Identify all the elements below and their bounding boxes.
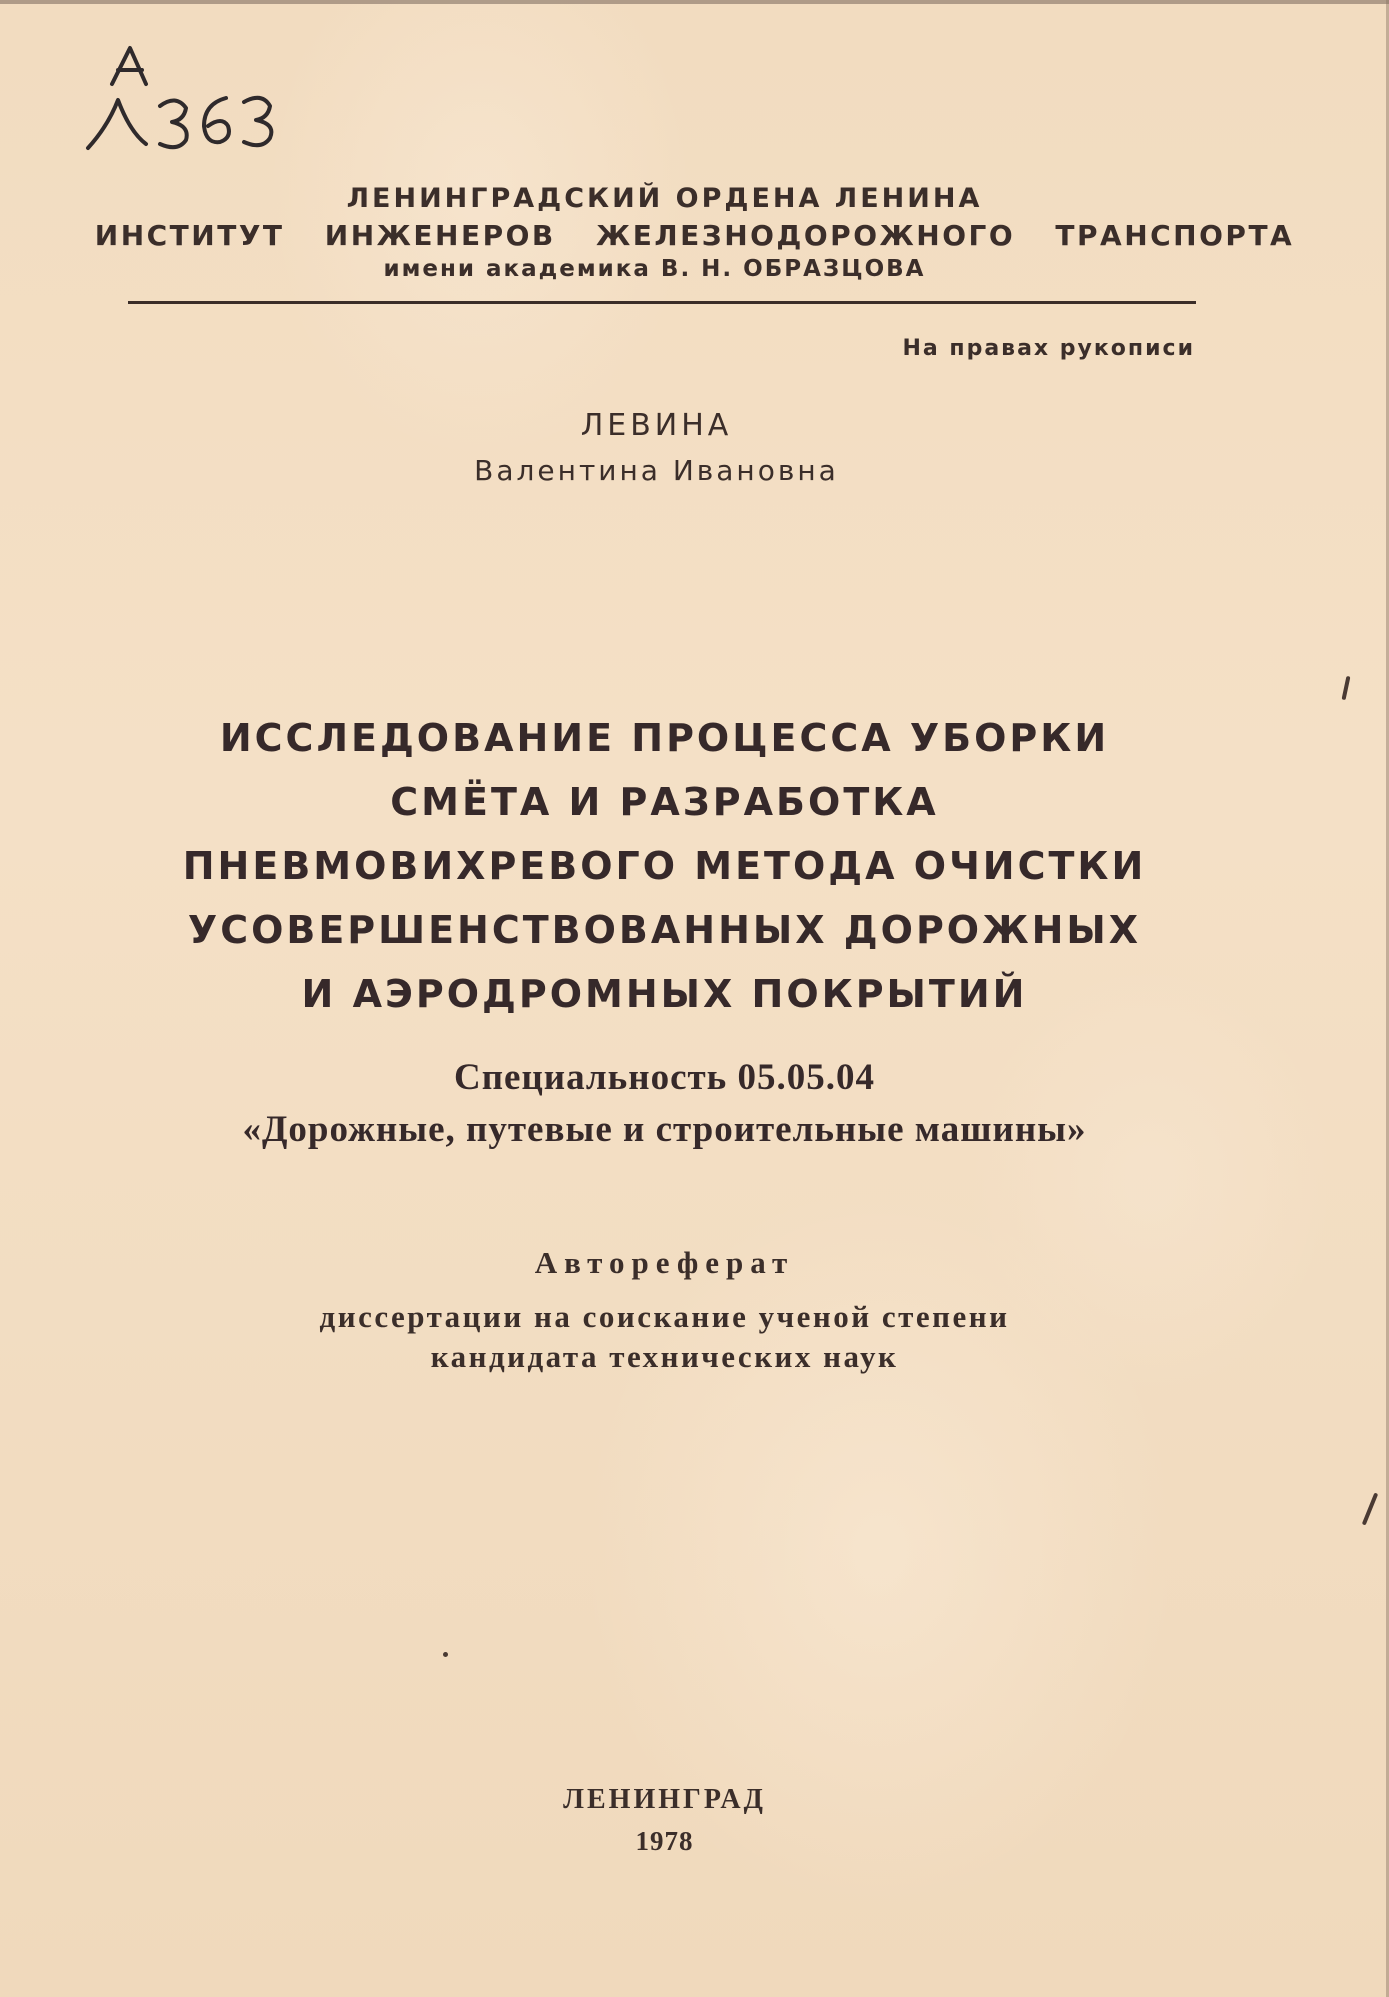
institute-line-2 [0,219,1389,252]
abstract-label: Автореферат [534,1245,795,1280]
institute-word: ТРАНСПОРТА [1055,219,1295,252]
title-line: ИССЛЕДОВАНИЕ ПРОЦЕССА УБОРКИ [219,716,1110,760]
imprint-year: 1978 [635,1826,694,1856]
title-line: СМЁТА И РАЗРАБОТКА [390,780,939,824]
abstract-line: диссертации на соискание ученой степени [319,1299,1010,1334]
stray-ink-mark [1362,1492,1378,1525]
institute-word: ЖЕЛЕЗНОДОРОЖНОГО [596,219,1016,252]
dissertation-title [0,706,1359,1026]
author-surname: ЛЕВИНА [580,408,733,443]
abstract-description [0,1297,1359,1377]
specialty-name: «Дорожные, путевые и строительные машины» [242,1109,1087,1150]
title-line: ПНЕВМОВИХРЕВОГО МЕТОДА ОЧИСТКИ [182,844,1147,888]
institute-line-1: ЛЕНИНГРАДСКИЙ ОРДЕНА ЛЕНИНА [346,183,983,214]
specialty-code: Специальность 05.05.04 [454,1057,875,1098]
institute-line-3: имени академика В. Н. ОБРАЗЦОВА [383,256,926,282]
handwritten-shelf-mark [80,40,310,170]
specialty [0,1052,1359,1156]
title-line: И АЭРОДРОМНЫХ ПОКРЫТИЙ [301,972,1028,1016]
rights-note: На правах рукописи [902,336,1195,361]
stray-ink-mark [1342,676,1351,700]
institute-word: ИНЖЕНЕРОВ [324,219,556,252]
imprint-city: ЛЕНИНГРАД [563,1784,766,1815]
abstract-line: кандидата технических наук [430,1339,899,1374]
author-given-names: Валентина Ивановна [474,454,839,487]
institute-word: ИНСТИТУТ [94,219,285,252]
stray-dot [443,1652,448,1657]
title-line: УСОВЕРШЕНСТВОВАННЫХ ДОРОЖНЫХ [187,908,1142,952]
header-rule [128,301,1196,304]
scan-top-edge [0,0,1389,4]
